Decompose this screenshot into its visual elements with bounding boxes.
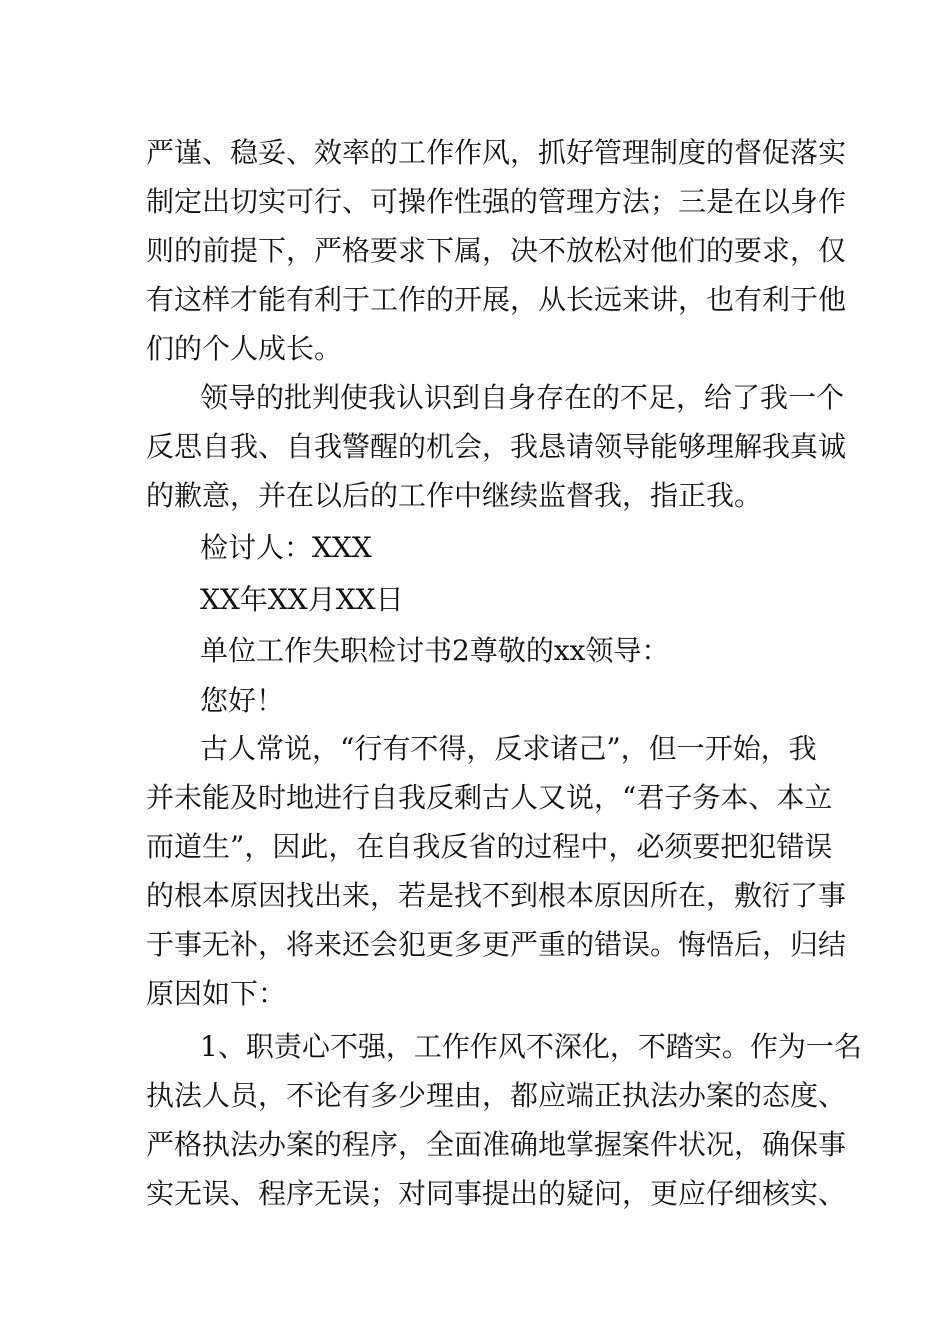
section-heading: 单位工作失职检讨书2尊敬的xx领导：: [200, 634, 670, 667]
date-line: XX年XX月XX日: [200, 583, 404, 616]
text-line: 制定出切实可行、可操作性强的管理方法；三是在以身作: [146, 185, 847, 218]
text-line: 于事无补，将来还会犯更多更严重的错误。悔悟后，归结: [146, 928, 847, 961]
text-line: 领导的批判使我认识到自身存在的不足，给了我一个: [200, 381, 845, 414]
text-line: 执法人员，不论有多少理由，都应端正执法办案的态度、: [146, 1079, 847, 1112]
text-line: 严谨、稳妥、效率的工作作风，抓好管理制度的督促落实: [146, 136, 847, 169]
greeting-line: 您好！: [200, 684, 285, 717]
text-line: 1、职责心不强，工作作风不深化，不踏实。作为一名: [200, 1030, 862, 1063]
text-line: 的歉意，并在以后的工作中继续监督我，指正我。: [146, 479, 763, 512]
text-line: 实无误、程序无误；对同事提出的疑问，更应仔细核实、: [146, 1177, 847, 1210]
text-line: 原因如下：: [146, 977, 287, 1010]
text-line: 们的个人成长。: [146, 332, 343, 365]
text-line: 并未能及时地进行自我反剩古人又说，“君子务本、本立: [146, 781, 833, 814]
text-line: 古人常说，“行有不得，反求诸己”，但一开始，我: [200, 732, 817, 765]
text-line: 则的前提下，严格要求下属，决不放松对他们的要求，仅: [146, 234, 847, 267]
text-line: 而道生”，因此，在自我反省的过程中，必须要把犯错误: [146, 830, 833, 863]
text-line: 严格执法办案的程序，全面准确地掌握案件状况，确保事: [146, 1128, 847, 1161]
text-line: 反思自我、自我警醒的机会，我恳请领导能够理解我真诚: [146, 430, 847, 463]
text-line: 有这样才能有利于工作的开展，从长远来讲，也有利于他: [146, 283, 847, 316]
signatory-line: 检讨人：XXX: [200, 531, 372, 564]
text-line: 的根本原因找出来，若是找不到根本原因所在，敷衍了事: [146, 879, 847, 912]
